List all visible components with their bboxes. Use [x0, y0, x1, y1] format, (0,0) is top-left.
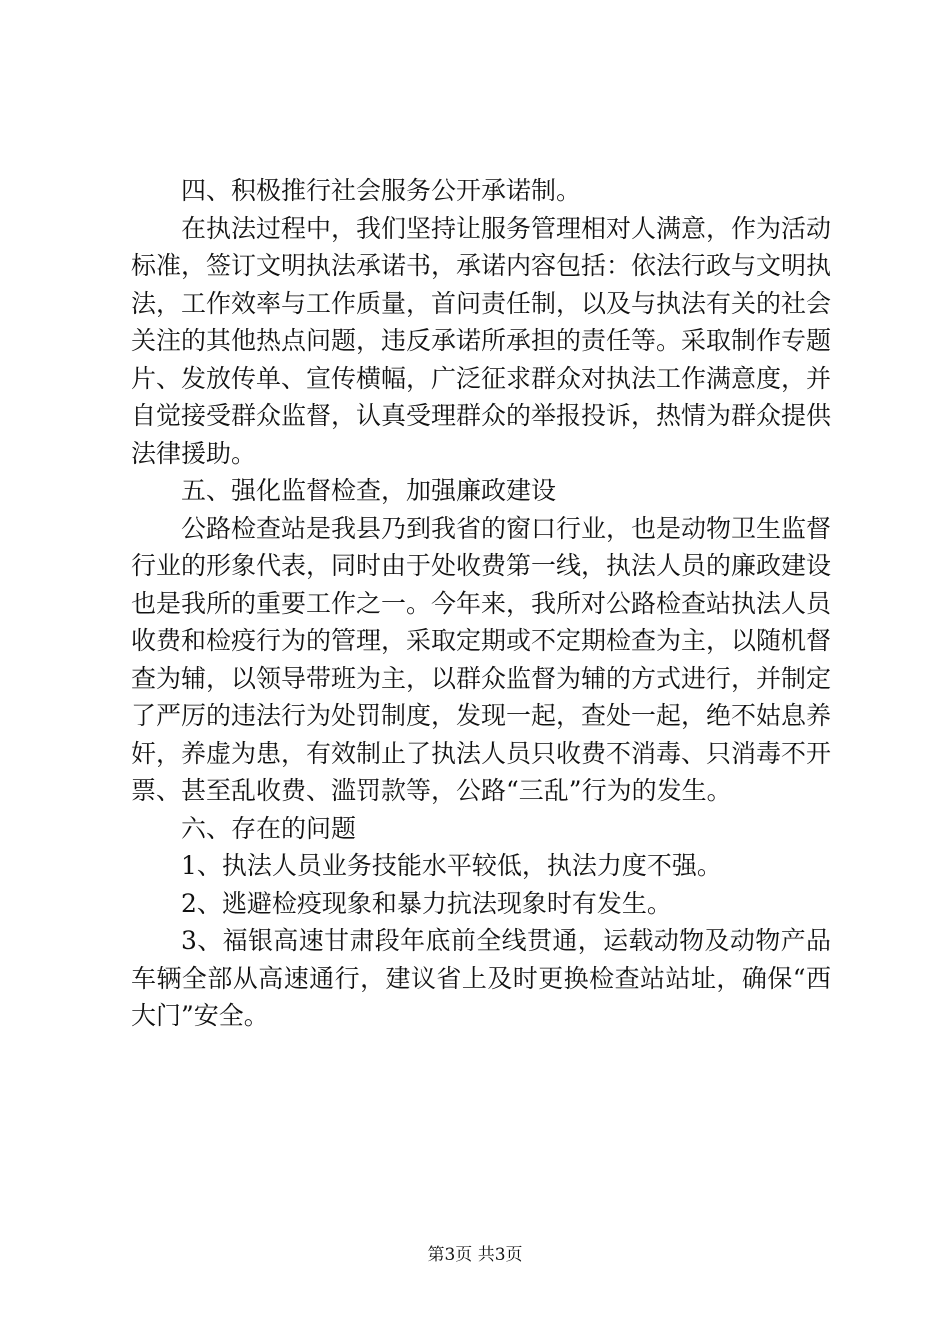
- problem-item-1: 1、执法人员业务技能水平较低，执法力度不强。: [181, 851, 722, 880]
- page-number-footer: 第3页 共3页: [427, 1245, 523, 1265]
- problem-item-2: 2、逃避检疫现象和暴力抗法现象时有发生。: [181, 888, 672, 918]
- document-body: [131, 172, 831, 1035]
- section-heading-5: 五、强化监督检查，加强廉政建设: [181, 476, 557, 505]
- paragraph-supervision: 公路检查站是我县乃到我省的窗口行业，也是动物卫生监督行业的形象代表，同时由于处收费第一线，执法人员的廉政建设也是我所的重要工作之一。今年来，我所对公路检查站执法人员收费和检疫行为的管理，采取定期或不定期检查为主，以随机督查为辅，以领导带班为主，以群众监督为辅的方式进行，并制定了严厉的违法行为处罚制度，发现一起，查处一起，绝不姑息养奸，养虚为患，有效制止了执法人员只收费不消毒、只消毒不开票、甚至乱收费、滥罚款等，公路“三乱”行为的发生。: [131, 513, 832, 805]
- section-heading-6: 六、存在的问题: [181, 813, 357, 843]
- section-heading-4: 四、积极推行社会服务公开承诺制。: [181, 176, 582, 205]
- paragraph-commitment: 在执法过程中，我们坚持让服务管理相对人满意，作为活动标准，签订文明执法承诺书，承诺内容包括：依法行政与文明执法，工作效率与工作质量，首问责任制，以及与执法有关的社会关注的其他热点问题，违反承诺所承担的责任等。采取制作专题片、发放传单、宣传横幅，广泛征求群众对执法工作满意度，并自觉接受群众监督，认真受理群众的举报投诉，热情为群众提供法律援助。: [131, 213, 832, 468]
- problem-item-3: 3、福银高速甘肃段年底前全线贯通，运载动物及动物产品车辆全部从高速通行，建议省上及时更换检查站站址，确保“西大门”安全。: [131, 926, 831, 1030]
